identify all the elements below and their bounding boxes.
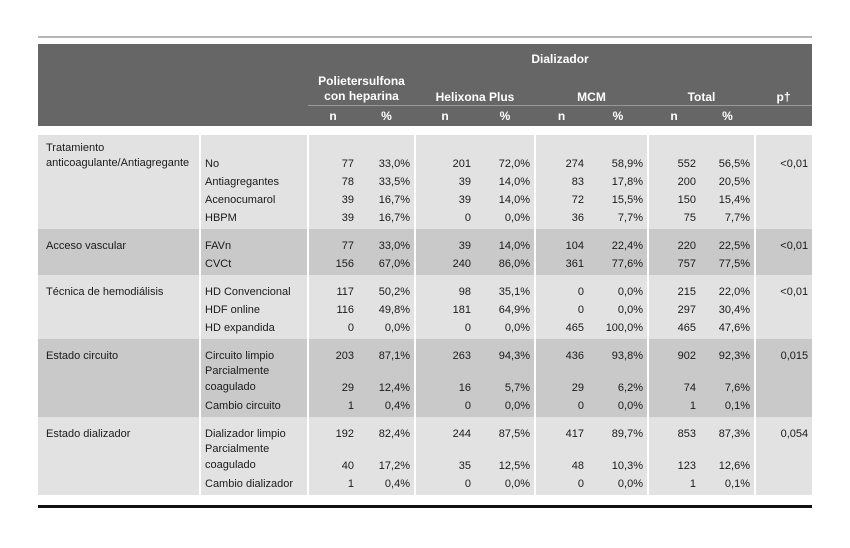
percent-cell: 87,5% [475,417,535,441]
p-header: p† [755,74,812,106]
empty-cell [755,253,812,275]
percent-cell: 0,0% [358,317,415,339]
percent-cell: 49,8% [358,299,415,317]
n-cell: 201 [415,135,475,171]
n-cell: 853 [648,417,700,441]
n-cell: 0 [415,395,475,417]
category-label: Dializador limpio [200,417,308,441]
table-row [38,363,812,395]
table-row [38,417,812,441]
n-cell: 72 [535,189,588,207]
n-cell: 436 [535,339,588,363]
empty-cell [755,441,812,473]
percent-cell: 89,7% [588,417,648,441]
table-row [38,207,812,229]
n-cell: 36 [535,207,588,229]
percent-header: % [475,106,535,127]
n-cell: 150 [648,189,700,207]
n-cell: 244 [415,417,475,441]
category-label: HBPM [200,207,308,229]
n-cell: 104 [535,229,588,253]
n-cell: 29 [535,363,588,395]
bottom-rule [38,505,812,508]
n-cell: 156 [308,253,358,275]
empty-cell [38,253,200,275]
n-cell: 83 [535,171,588,189]
table-row [38,299,812,317]
empty-cell [38,207,200,229]
n-cell: 48 [535,441,588,473]
percent-cell: 100,0% [588,317,648,339]
percent-cell: 0,0% [588,299,648,317]
empty-cell [38,395,200,417]
n-cell: 220 [648,229,700,253]
empty-cell [755,317,812,339]
empty-cell [38,189,200,207]
empty-cell [38,171,200,189]
percent-cell: 47,6% [700,317,755,339]
n-cell: 215 [648,275,700,299]
table-row [38,441,812,473]
percent-cell: 15,4% [700,189,755,207]
row-group-label: Tratamiento anticoagulante/Antiagregante [38,135,200,171]
empty-cell [755,395,812,417]
n-cell: 274 [535,135,588,171]
percent-cell: 50,2% [358,275,415,299]
n-cell: 0 [535,473,588,495]
percent-cell: 15,5% [588,189,648,207]
category-label: CVCt [200,253,308,275]
top-rule [38,36,812,38]
n-header: n [415,106,475,127]
row-group-label: Acceso vascular [38,229,200,253]
empty-cell [755,299,812,317]
percent-cell: 0,0% [588,473,648,495]
p-value: 0,015 [755,339,812,363]
n-cell: 263 [415,339,475,363]
n-cell: 1 [308,473,358,495]
n-cell: 203 [308,339,358,363]
percent-cell: 6,2% [588,363,648,395]
table-row [38,339,812,363]
percent-cell: 67,0% [358,253,415,275]
percent-cell: 94,3% [475,339,535,363]
n-cell: 77 [308,229,358,253]
percent-cell: 82,4% [358,417,415,441]
percent-cell: 0,4% [358,473,415,495]
percent-cell: 35,1% [475,275,535,299]
n-cell: 39 [415,229,475,253]
category-label: FAVn [200,229,308,253]
percent-cell: 92,3% [700,339,755,363]
n-cell: 35 [415,441,475,473]
percent-cell: 22,4% [588,229,648,253]
percent-cell: 14,0% [475,171,535,189]
n-cell: 0 [415,473,475,495]
n-cell: 1 [648,395,700,417]
table-row [38,189,812,207]
percent-cell: 17,2% [358,441,415,473]
category-label: HDF online [200,299,308,317]
empty-cell [38,299,200,317]
empty-cell [755,189,812,207]
n-header: n [535,106,588,127]
n-cell: 465 [648,317,700,339]
percent-cell: 7,6% [700,363,755,395]
table-row [38,275,812,299]
percent-cell: 77,5% [700,253,755,275]
category-label: Parcialmente coagulado [200,363,308,395]
percent-cell: 0,0% [475,395,535,417]
percent-header: % [358,106,415,127]
n-cell: 39 [415,171,475,189]
percent-cell: 20,5% [700,171,755,189]
n-cell: 29 [308,363,358,395]
n-header: n [648,106,700,127]
percent-cell: 10,3% [588,441,648,473]
n-cell: 74 [648,363,700,395]
n-cell: 39 [415,189,475,207]
percent-cell: 0,0% [588,275,648,299]
n-cell: 0 [415,317,475,339]
n-cell: 361 [535,253,588,275]
percent-cell: 87,1% [358,339,415,363]
table-row [38,253,812,275]
p-value: <0,01 [755,135,812,171]
percent-cell: 16,7% [358,189,415,207]
category-label: HD expandida [200,317,308,339]
percent-cell: 16,7% [358,207,415,229]
n-cell: 1 [648,473,700,495]
percent-cell: 0,4% [358,395,415,417]
n-cell: 39 [308,207,358,229]
group-header: Helixona Plus [415,74,535,106]
n-cell: 39 [308,189,358,207]
table-row [38,473,812,495]
group-header: Total [648,74,755,106]
empty-cell [38,473,200,495]
percent-cell: 87,3% [700,417,755,441]
n-cell: 98 [415,275,475,299]
empty-cell [755,171,812,189]
row-group-label: Técnica de hemodiálisis [38,275,200,299]
n-cell: 40 [308,441,358,473]
category-label: Cambio circuito [200,395,308,417]
n-cell: 297 [648,299,700,317]
category-label: Parcialmente coagulado [200,441,308,473]
n-cell: 181 [415,299,475,317]
percent-cell: 12,6% [700,441,755,473]
n-cell: 116 [308,299,358,317]
percent-cell: 0,0% [475,317,535,339]
percent-cell: 0,0% [475,473,535,495]
category-label: Cambio dializador [200,473,308,495]
n-cell: 465 [535,317,588,339]
table-row [38,317,812,339]
p-value: <0,01 [755,275,812,299]
table-row [38,135,812,171]
percent-cell: 12,5% [475,441,535,473]
percent-cell: 33,0% [358,229,415,253]
category-label: Acenocumarol [200,189,308,207]
n-cell: 16 [415,363,475,395]
percent-cell: 14,0% [475,189,535,207]
n-cell: 417 [535,417,588,441]
category-label: No [200,135,308,171]
percent-cell: 56,5% [700,135,755,171]
percent-cell: 58,9% [588,135,648,171]
n-cell: 117 [308,275,358,299]
percent-cell: 0,0% [475,207,535,229]
n-cell: 1 [308,395,358,417]
category-label: Antiagregantes [200,171,308,189]
percent-header: % [700,106,755,127]
percent-cell: 0,0% [588,395,648,417]
percent-cell: 17,8% [588,171,648,189]
n-cell: 0 [535,395,588,417]
table-row [38,171,812,189]
percent-cell: 5,7% [475,363,535,395]
p-value: <0,01 [755,229,812,253]
n-cell: 77 [308,135,358,171]
n-cell: 902 [648,339,700,363]
category-label: Circuito limpio [200,339,308,363]
percent-cell: 86,0% [475,253,535,275]
n-cell: 0 [535,299,588,317]
n-cell: 240 [415,253,475,275]
n-cell: 200 [648,171,700,189]
dializador-header: Dializador [308,44,812,74]
percent-cell: 0,1% [700,395,755,417]
n-cell: 123 [648,441,700,473]
row-group-label: Estado circuito [38,339,200,363]
empty-cell [755,207,812,229]
group-header: MCM [535,74,648,106]
row-group-label: Estado dializador [38,417,200,441]
percent-cell: 7,7% [588,207,648,229]
group-header: Polietersulfona con heparina [308,74,415,106]
percent-header: % [588,106,648,127]
percent-cell: 22,5% [700,229,755,253]
percent-cell: 72,0% [475,135,535,171]
n-cell: 0 [415,207,475,229]
percent-cell: 33,5% [358,171,415,189]
category-label: HD Convencional [200,275,308,299]
percent-cell: 14,0% [475,229,535,253]
table-row [38,395,812,417]
empty-cell [755,473,812,495]
n-cell: 757 [648,253,700,275]
p-value: 0,054 [755,417,812,441]
percent-cell: 64,9% [475,299,535,317]
percent-cell: 77,6% [588,253,648,275]
percent-cell: 33,0% [358,135,415,171]
empty-cell [755,363,812,395]
table-row [38,229,812,253]
n-cell: 192 [308,417,358,441]
percent-cell: 30,4% [700,299,755,317]
n-cell: 552 [648,135,700,171]
percent-cell: 12,4% [358,363,415,395]
percent-cell: 0,1% [700,473,755,495]
n-cell: 0 [308,317,358,339]
percent-cell: 22,0% [700,275,755,299]
n-header: n [308,106,358,127]
n-cell: 78 [308,171,358,189]
empty-cell [38,441,200,473]
percent-cell: 93,8% [588,339,648,363]
empty-cell [38,363,200,395]
results-table [38,44,812,495]
percent-cell: 7,7% [700,207,755,229]
n-cell: 0 [535,275,588,299]
empty-cell [38,317,200,339]
n-cell: 75 [648,207,700,229]
